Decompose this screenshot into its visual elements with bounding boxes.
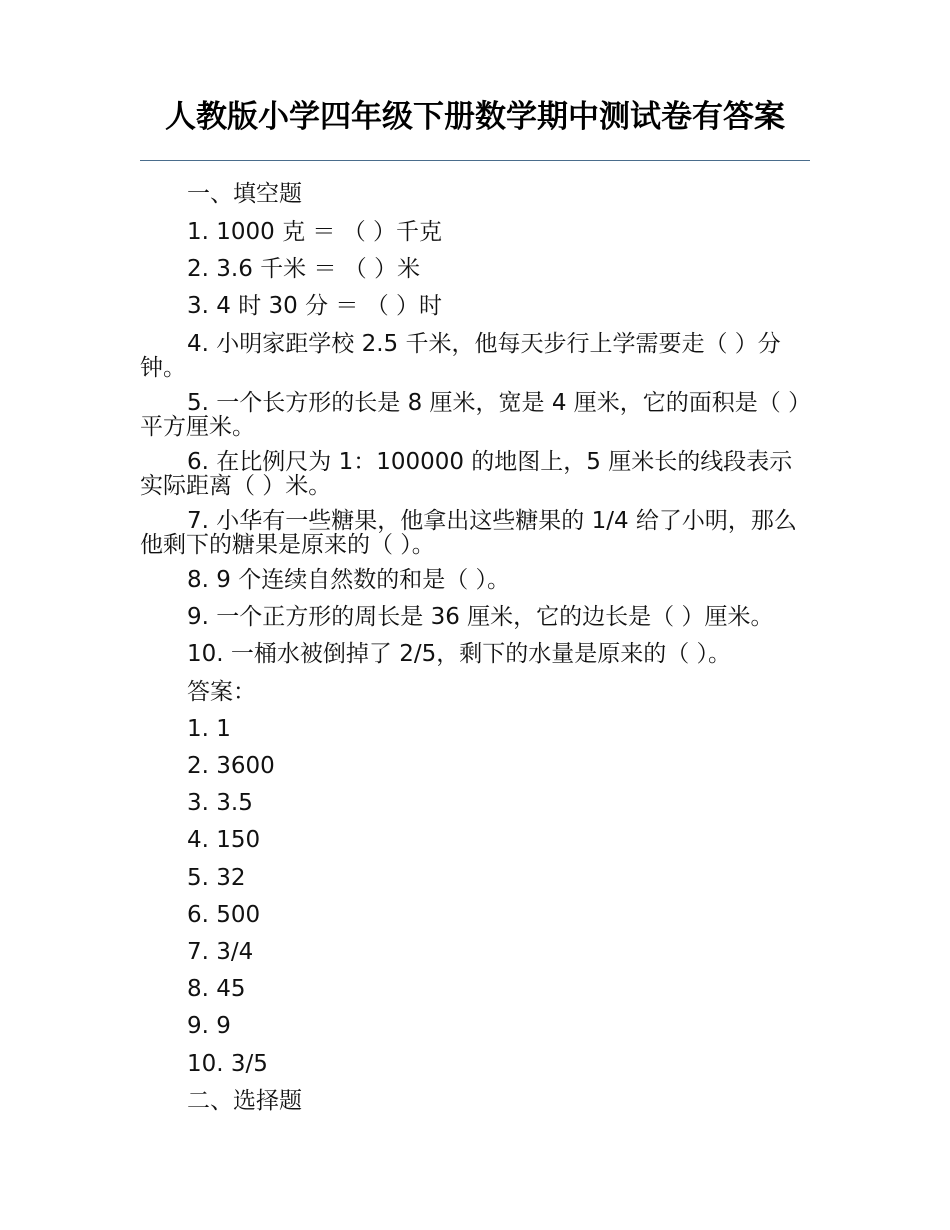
section-heading-fill-in: 一、填空题 (187, 181, 302, 207)
question-9: 9. 一个正方形的周长是 36 厘米，它的边长是（ ）厘米。 (187, 604, 774, 630)
question-1: 1. 1000 克 ＝ （ ）千克 (187, 219, 443, 245)
answer-8: 8. 45 (187, 976, 246, 1002)
title-underline (140, 160, 810, 161)
question-7: 7. 小华有一些糖果，他拿出这些糖果的 1/4 给了小明，那么他剩下的糖果是原来的（ ）。 (140, 508, 797, 558)
question-10: 10. 一桶水被倒掉了 2/5，剩下的水量是原来的（ ）。 (187, 641, 732, 667)
answer-6: 6. 500 (187, 902, 261, 928)
question-6: 6. 在比例尺为 1：100000 的地图上，5 厘米长的线段表示实际距离（ ）米。 (140, 449, 793, 499)
question-4: 4. 小明家距学校 2.5 千米，他每天步行上学需要走（ ）分钟。 (140, 331, 781, 381)
answer-7: 7. 3/4 (187, 939, 254, 965)
answer-1: 1. 1 (187, 716, 231, 742)
question-2: 2. 3.6 千米 ＝ （ ）米 (187, 256, 421, 282)
answer-4: 4. 150 (187, 827, 261, 853)
section-heading-multiple-choice: 二、选择题 (187, 1088, 302, 1114)
answer-10: 10. 3/5 (187, 1051, 268, 1077)
answer-5: 5. 32 (187, 865, 246, 891)
answer-2: 2. 3600 (187, 753, 275, 779)
question-5: 5. 一个长方形的长是 8 厘米，宽是 4 厘米，它的面积是（ ）平方厘米。 (140, 390, 800, 440)
answer-9: 9. 9 (187, 1013, 231, 1039)
document-title: 人教版小学四年级下册数学期中测试卷有答案 (165, 99, 785, 135)
question-3: 3. 4 时 30 分 ＝ （ ）时 (187, 293, 443, 319)
answers-heading: 答案： (187, 679, 256, 705)
answer-3: 3. 3.5 (187, 790, 253, 816)
question-8: 8. 9 个连续自然数的和是（ ）。 (187, 567, 511, 593)
